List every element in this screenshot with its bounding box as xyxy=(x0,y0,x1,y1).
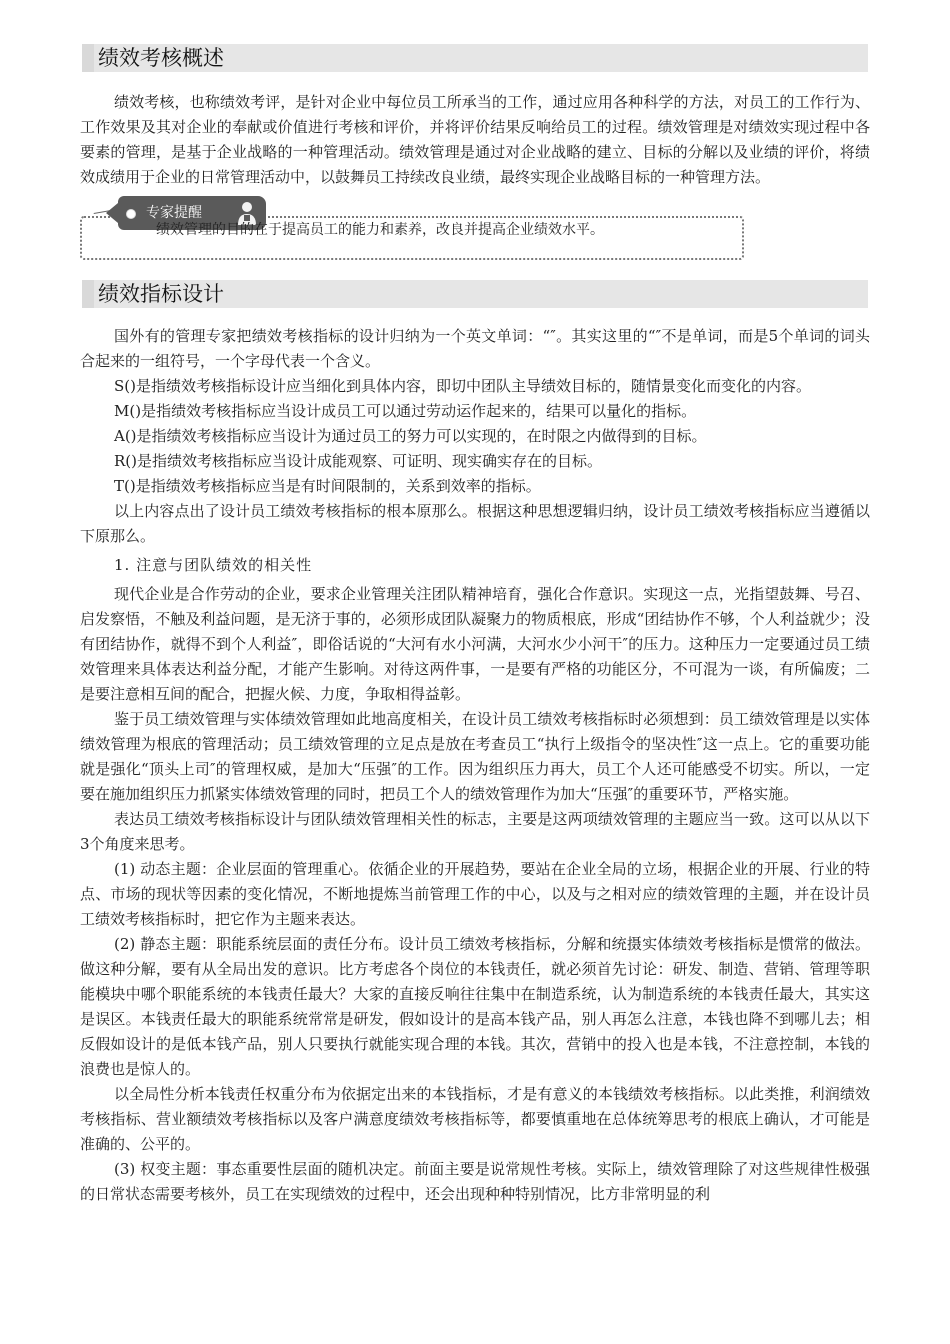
paragraph: 表达员工绩效考核指标设计与团队绩效管理相关性的标志，主要是这两项绩效管理的主题应当一致。这可以从以下3个角度来思考。 xyxy=(80,810,870,853)
paragraph: 鉴于员工绩效管理与实体绩效管理如此地高度相关，在设计员工绩效考核指标时必须想到：员工绩效管理是以实体绩效管理为根底的管理活动；员工绩效管理的立足点是放在考查员工“执行上级指令的坚决性″这一点上。它的重要功能就是强化“顶头上司″的管理权威，是加大“压强″的工作。因为组织压力再大，员工个人还可能感受不切实。所以，一定要在施加组织压力抓紧实体绩效管理的同时，把员工个人的绩效管理作为加大“压强″的重要环节，严格实施。 xyxy=(80,710,870,803)
document-page xyxy=(80,0,870,1207)
overview-paragraph: 绩效考核，也称绩效考评，是针对企业中每位员工所承当的工作，通过应用各种科学的方法，对员工的工作行为、工作效果及其对企业的奉献或价值进行考核和评价，并将评价结果反响给员工的过程。绩效管理是对绩效实现过程中各要素的管理，是基于企业战略的一种管理活动。绩效管理是通过对企业战略的建立、目标的分解以及业绩的评价，将绩效成绩用于企业的日常管理活动中，以鼓舞员工持续改良业绩，最终实现企业战略目标的一种管理方法。 xyxy=(80,93,870,186)
paragraph: 以全局性分析本钱责任权重分布为依据定出来的本钱指标，才是有意义的本钱绩效考核指标。以此类推，利润绩效考核指标、营业额绩效考核指标以及客户满意度绩效考核指标等，都要慎重地在总体统筹思考的根底上确认，才可能是准确的、公平的。 xyxy=(80,1085,870,1153)
tip-hole xyxy=(126,209,136,219)
paragraph: 现代企业是合作劳动的企业，要求企业管理关注团队精神培育，强化合作意识。实现这一点，光指望鼓舞、号召、启发察悟，不触及利益问题，是无济于事的，必须形成团队凝聚力的物质根底，形成“团结协作不够，个人利益就少；没有团结协作，就得不到个人利益″，即俗话说的“大河有水小河满，大河水少小河干″的压力。这种压力一定要通过员工绩效管理来具体表达利益分配，才能产生影响。对待这两件事，一是要有严格的功能区分，不可混为一谈，有所偏废；二是要注意相互间的配合，把握火候、力度，争取相得益彰。 xyxy=(80,585,870,703)
expert-tip xyxy=(80,196,870,258)
subheading: 1. 注意与团队绩效的相关性 xyxy=(114,556,313,574)
paragraph: M()是指绩效考核指标应当设计成员工可以通过劳动运作起来的，结果可以量化的指标。 xyxy=(114,402,697,420)
paragraph: (2) 静态主题：职能系统层面的责任分布。设计员工绩效考核指标，分解和统摄实体绩效考核指标是惯常的做法。做这种分解，要有从全局出发的意识。比方考虑各个岗位的本钱责任，就必须首先讨论：研发、制造、营销、管理等职能模块中哪个职能系统的本钱责任最大？大家的直接反响往往集中在制造系统，认为制造系统的本钱责任最大，其实这是误区。本钱责任最大的职能系统常常是研发，假如设计的是高本钱产品，别人再怎么注意，本钱也降不到哪儿去；相反假如设计的是低本钱产品，别人只要执行就能实现合理的本钱。其次，营销中的投入也是本钱，不注意控制，本钱的浪费也是惊人的。 xyxy=(80,935,870,1078)
paragraph: 以上内容点出了设计员工绩效考核指标的根本原那么。根据这种思想逻辑归纳，设计员工绩效考核指标应当遵循以下原那么。 xyxy=(80,502,870,545)
tip-text: 绩效管理的目的在于提高员工的能力和素养，改良并提高企业绩效水平。 xyxy=(156,222,604,238)
paragraph: (3) 权变主题：事态重要性层面的随机决定。前面主要是说常规性考核。实际上，绩效管理除了对这些规律性极强的日常状态需要考核外，员工在实现绩效的过程中，还会出现种种特别情况，比方非常明显的利 xyxy=(80,1160,870,1203)
paragraph: (1) 动态主题：企业层面的管理重心。依循企业的开展趋势，要站在企业全局的立场，根据企业的开展、行业的特点、市场的现状等因素的变化情况，不断地提炼当前管理工作的中心，以及与之相对应的绩效管理的主题，并在设计员工绩效考核指标时，把它作为主题来表达。 xyxy=(80,860,870,928)
section-heading-indicator: 绩效指标设计 xyxy=(82,280,868,308)
paragraph: R()是指绩效考核指标应当设计成能观察、可证明、现实确实存在的目标。 xyxy=(114,452,603,470)
paragraph: S()是指绩效考核指标设计应当细化到具体内容，即切中团队主导绩效目标的，随情景变化而变化的内容。 xyxy=(114,377,811,395)
paragraph: A()是指绩效考核指标应当设计为通过员工的努力可以实现的，在时限之内做得到的目标。 xyxy=(114,427,707,445)
paragraph: T()是指绩效考核指标应当是有时间限制的，关系到效率的指标。 xyxy=(114,477,541,495)
section-heading-overview: 绩效考核概述 xyxy=(82,44,868,72)
paragraph: 国外有的管理专家把绩效考核指标的设计归纳为一个英文单词：“″。其实这里的“″不是单词，而是5个单词的词头合起来的一组符号，一个字母代表一个含义。 xyxy=(80,327,870,370)
tip-label: 专家提醒 xyxy=(146,205,202,221)
